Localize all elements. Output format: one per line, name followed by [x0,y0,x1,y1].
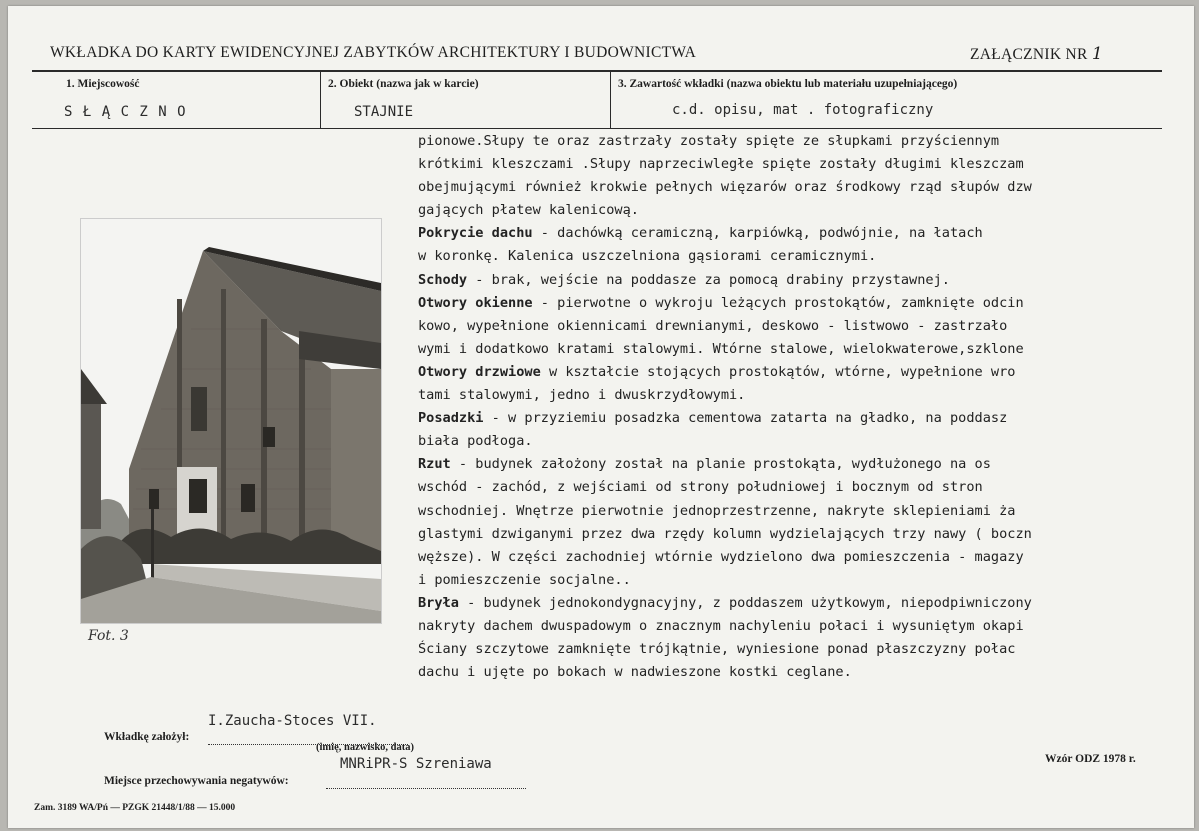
storage-label: Miejsce przechowywania negatywów: [104,775,289,787]
section-heading: Bryła [418,594,459,611]
line-text: - brak, wejście na poddasze za pomocą drabiny przystawnej. [467,271,950,288]
section-heading: Otwory drzwiowe [418,363,541,380]
line-text: Ściany szczytowe zamknięte trójkątnie, wyniesione ponad płaszczyzny połac [418,641,1016,658]
line-text: tami stalowymi, jedno i dwuskrzydłowymi. [418,387,746,404]
description-line [418,292,1178,315]
description-line [418,453,1178,476]
line-text: węższe). W części zachodniej wtórnie wydzielono dwa pomieszczenia - magazy [418,548,1024,565]
contents-value: c.d. opisu, mat . fotograficzny [672,102,934,118]
description-line [418,338,1178,361]
line-text: wschód - zachód, z wejściami od strony południowej i bocznym od stron [418,479,983,496]
storage-value: MNRiPR-S Szreniawa [340,756,492,772]
line-text: wschodniej. Wnętrze pierwotnie jednoprzestrzenne, nakryte sklepieniami ża [418,502,1016,519]
description-text [418,130,1178,684]
line-text: nakryty dachem dwuspadowym o znacznym nachyleniu połaci i wysuniętym okapi [418,617,1024,634]
section-heading: Posadzki [418,410,484,427]
description-line [418,199,1178,222]
description-line [418,638,1178,661]
description-line [418,153,1178,176]
header-rule-bottom [32,128,1162,129]
description-line [418,384,1178,407]
description-line [418,407,1178,430]
line-text: biała podłoga. [418,433,533,450]
section-heading: Rzut [418,456,451,473]
line-text: - budynek założony został na planie prostokąta, wydłużonego na os [450,456,991,473]
line-text: obejmującymi również krokwie pełnych więzarów oraz środkowy rząd słupów dzw [418,179,1032,196]
print-note: Zam. 3189 WA/Pń — PZGK 21448/1/88 — 15.000 [34,803,236,813]
line-text: - dachówką ceramiczną, karpiówką, podwójnie, na łatach [532,225,983,242]
description-line [418,176,1178,199]
object-value: STAJNIE [354,104,414,120]
description-line [418,315,1178,338]
line-text: - budynek jednokondygnacyjny, z poddaszem użytkowym, niepodpiwniczony [458,594,1032,611]
storage-line [326,788,526,789]
locality-value: S Ł Ą C Z N O [64,104,187,120]
page-title: WKŁADKA DO KARTY EWIDENCYJNEJ ZABYTKÓW ARCHITEKTURY I BUDOWNICTWA [50,44,697,61]
line-text: krótkimi kleszczami .Słupy naprzeciwległe spięte zostały długimi kleszczam [418,156,1024,173]
description-line [418,245,1178,268]
line-text: glastymi dzwiganymi przez dwa rzędy kolumn wydzielających trzy nawy ( boczn [418,525,1032,542]
description-line [418,500,1178,523]
line-text: - pierwotne o wykroju leżących prostokątów, zamknięte odcin [532,294,1024,311]
line-text: - w przyziemiu posadzka cementowa zatarta na gładko, na poddasz [483,410,1008,427]
description-line [418,130,1178,153]
line-text: wymi i dodatkowo kratami stalowymi. Wtórne stalowe, wielokwaterowe,szklone [418,340,1024,357]
line-text: w kształcie stojących prostokątów, wtórne, wypełnione wro [540,363,1016,380]
field-divider-1 [320,72,321,128]
description-line [418,615,1178,638]
attachment-label: ZAŁĄCZNIK NR [970,46,1088,63]
line-text: i pomieszczenie socjalne.. [418,571,631,588]
contents-caption: 3. Zawartość wkładki (nazwa obiektu lub materiału uzupełniającego) [618,78,958,90]
created-by-label: Wkładkę założył: [104,731,190,743]
line-text: w koronkę. Kalenica uszczelniona gąsiorami ceramicznymi. [418,248,877,265]
description-line [418,592,1178,615]
created-by-value: I.Zaucha-Stoces VII. [208,713,377,729]
line-text: gających płatew kalenicową. [418,202,639,219]
description-line [418,476,1178,499]
section-heading: Pokrycie dachu [418,225,533,242]
header-rule-top [32,70,1162,72]
field-divider-2 [610,72,611,128]
object-caption: 2. Obiekt (nazwa jak w karcie) [328,78,479,90]
section-heading: Otwory okienne [418,294,533,311]
description-line [418,269,1178,292]
attachment-number [970,44,1103,64]
description-line [418,546,1178,569]
stable-building-image [81,219,381,623]
description-line [418,523,1178,546]
line-text: kowo, wypełnione okiennicami drewnianymi, deskowo - listwowo - zastrzało [418,317,1008,334]
photo-label: Fot. 3 [88,628,129,644]
section-heading: Schody [418,271,468,288]
locality-caption: 1. Miejscowość [66,78,140,90]
description-line [418,222,1178,245]
building-photo [80,218,382,624]
description-line [418,569,1178,592]
description-line [418,661,1178,684]
description-line [418,430,1178,453]
description-line [418,361,1178,384]
template-note: Wzór ODZ 1978 r. [1045,753,1136,765]
line-text: dachu i ujęte po bokach w nadwieszone kostki ceglane. [418,664,852,681]
created-by-hint: (imię, nazwisko, data) [316,742,414,753]
attachment-number-value: 1 [1091,44,1103,64]
line-text: pionowe.Słupy te oraz zastrzały zostały spięte ze słupkami przyściennym [418,133,1000,149]
